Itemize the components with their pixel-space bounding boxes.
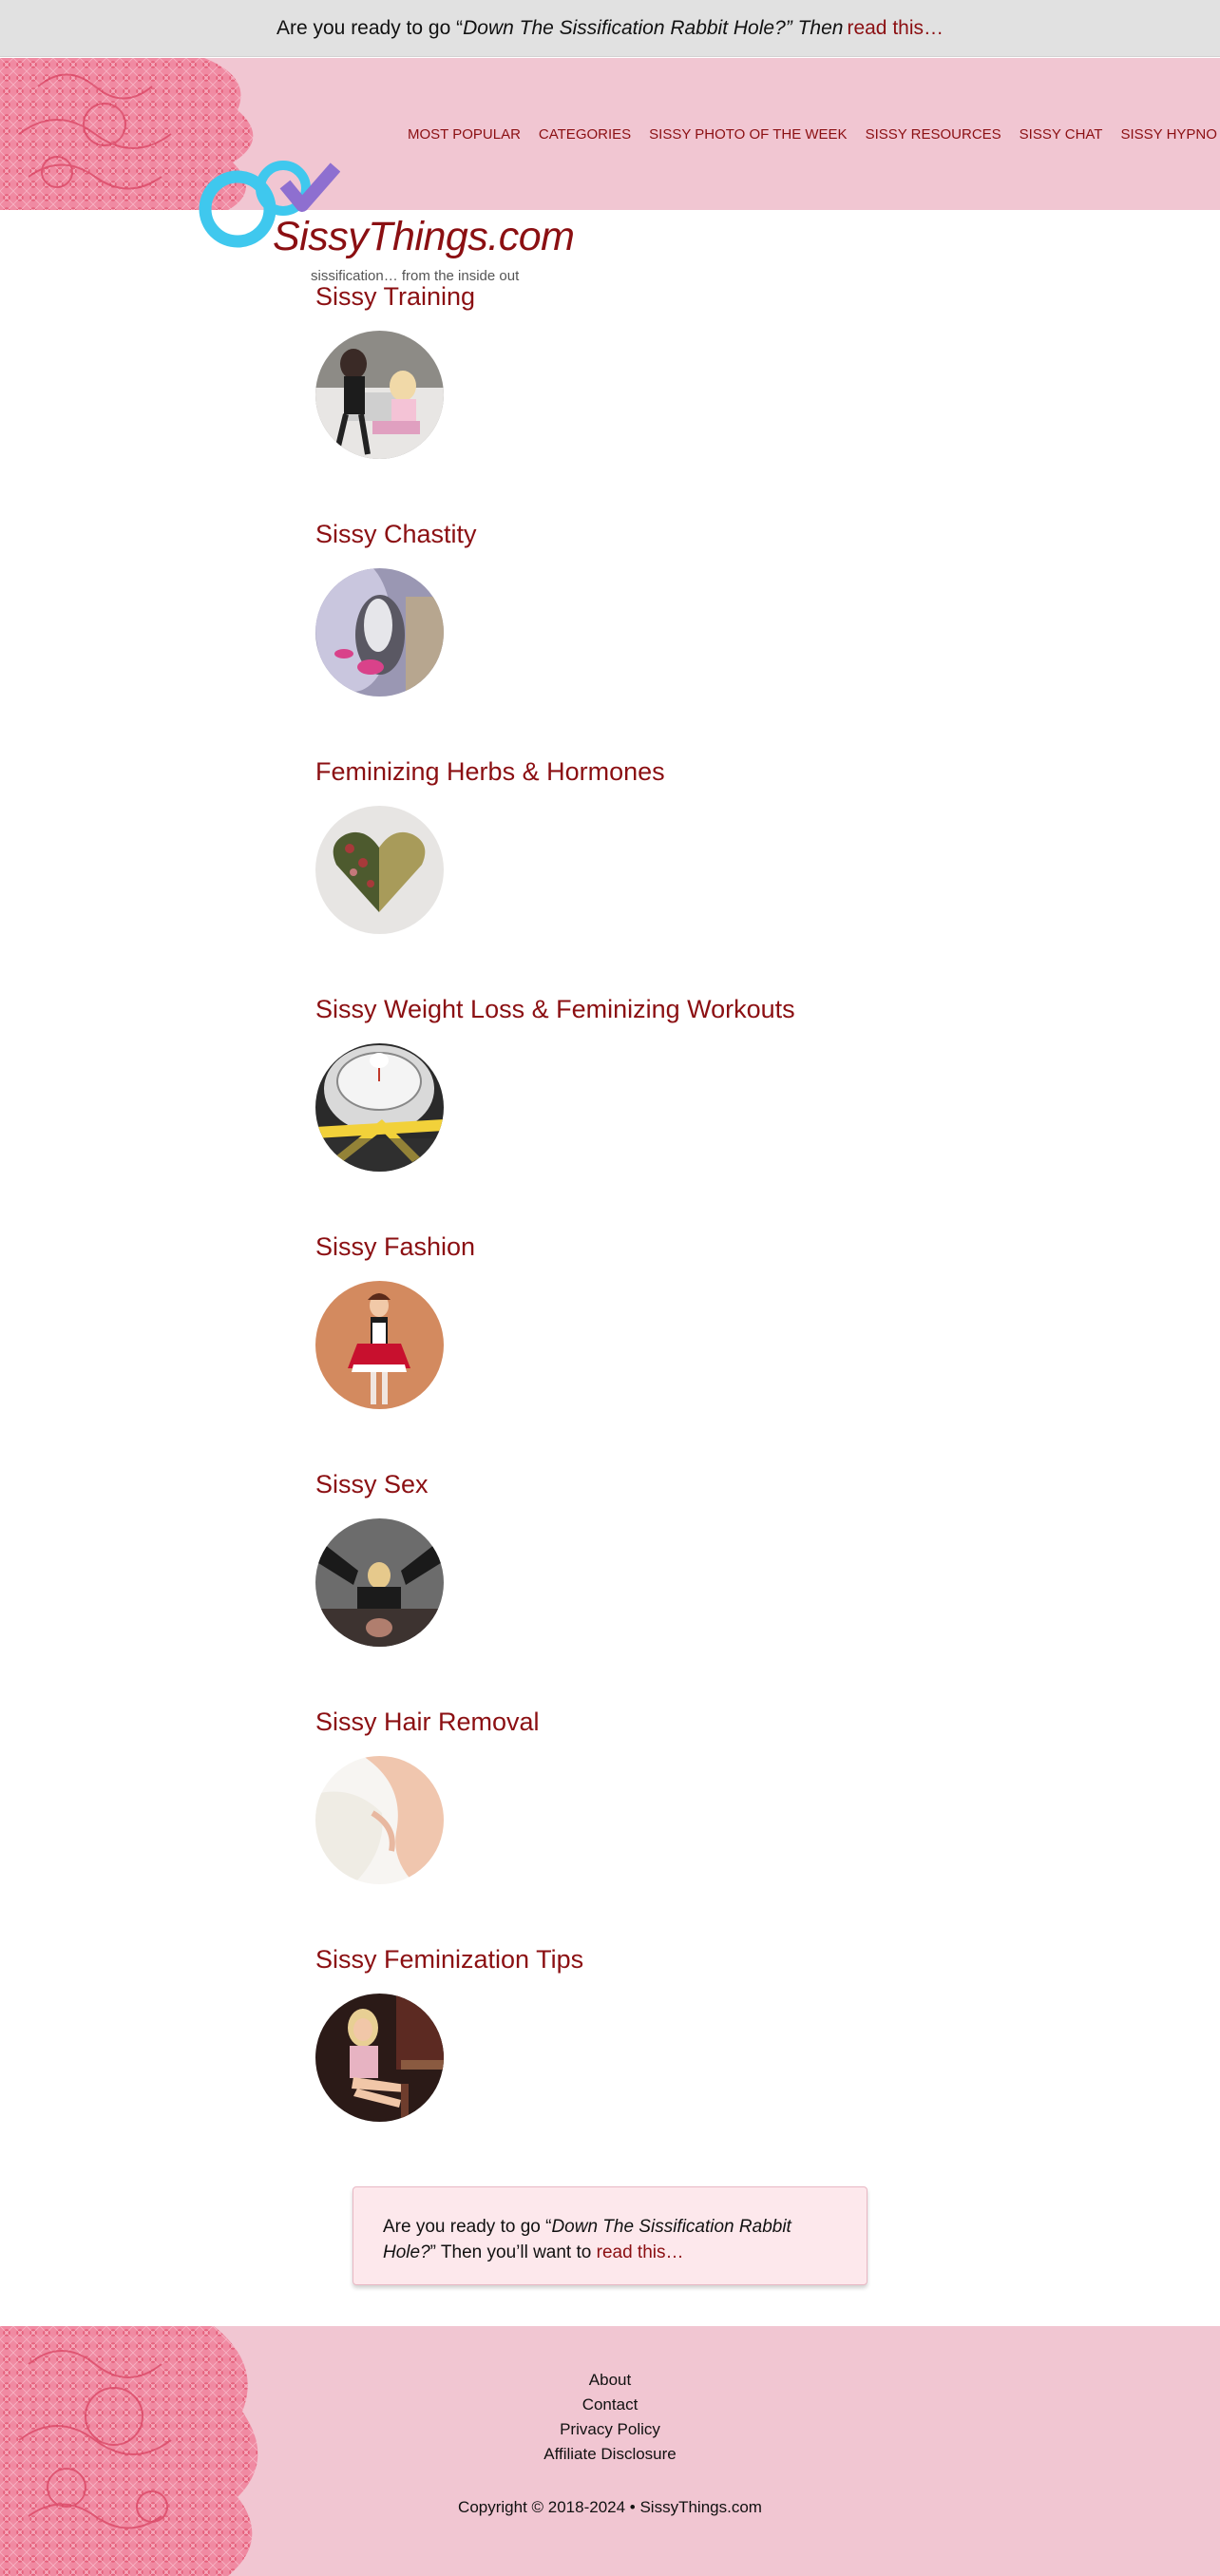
callout-title: Down The Sissification Rabbit Hole? [383, 2217, 791, 2262]
category-thumbnail[interactable] [315, 1518, 444, 1647]
category-thumbnail[interactable] [315, 806, 444, 934]
blonde-woman-photo [315, 1994, 444, 2122]
footer-link-about[interactable]: About [588, 2371, 632, 2389]
category-thumbnail[interactable] [315, 1756, 444, 1884]
category-thumbnail[interactable] [315, 1043, 444, 1172]
site-header [0, 58, 1220, 210]
chastity-device-photo [315, 568, 444, 696]
announcement-title: Down The Sissification Rabbit Hole?” Then [463, 16, 844, 39]
main-nav [408, 126, 1220, 143]
nav-sissy-chat[interactable]: SISSY CHAT [1019, 126, 1103, 143]
nav-sissy-resources[interactable]: SISSY RESOURCES [865, 126, 1001, 143]
category-title[interactable]: Sissy Feminization Tips [315, 1945, 584, 1974]
callout-middle: ” Then you’ll want to [429, 2242, 597, 2262]
announcement-bar [0, 0, 1220, 57]
scale-tape-photo [315, 1043, 444, 1172]
category-title[interactable]: Sissy Training [315, 282, 476, 311]
footer-links [0, 2368, 1220, 2467]
nav-sissy-hypno[interactable]: SISSY HYPNO [1120, 126, 1217, 143]
category-thumbnail[interactable] [315, 1281, 444, 1409]
callout-read-link[interactable]: read this… [596, 2242, 684, 2262]
smooth-skin-photo [315, 1756, 444, 1884]
category-title[interactable]: Sissy Chastity [315, 520, 477, 548]
category-sissy-weight-loss [315, 995, 981, 1024]
category-title[interactable]: Sissy Hair Removal [315, 1708, 540, 1736]
category-title[interactable]: Sissy Sex [315, 1470, 429, 1498]
category-title[interactable]: Sissy Weight Loss & Feminizing Workouts [315, 995, 795, 1023]
category-sissy-training [315, 282, 981, 312]
copyright-text: Copyright © 2018-2024 • SissyThings.com [458, 2498, 762, 2516]
category-thumbnail[interactable] [315, 568, 444, 696]
footer-link-privacy-policy[interactable]: Privacy Policy [560, 2420, 660, 2438]
footer-link-affiliate-disclosure[interactable]: Affiliate Disclosure [543, 2445, 677, 2463]
two-women-photo [315, 331, 444, 459]
category-sissy-hair-removal [315, 1708, 981, 1737]
category-sissy-chastity [315, 520, 981, 549]
rabbit-hole-callout [353, 2186, 867, 2285]
site-tagline: sissification… from the inside out [311, 268, 520, 284]
announcement-prefix: Are you ready to go “ [276, 16, 464, 39]
category-thumbnail[interactable] [315, 1994, 444, 2122]
nav-most-popular[interactable]: MOST POPULAR [408, 126, 521, 143]
footer-link-contact[interactable]: Contact [581, 2395, 639, 2414]
herb-heart-photo [315, 806, 444, 934]
category-thumbnail[interactable] [315, 331, 444, 459]
maid-outfit-photo [315, 1281, 444, 1409]
category-title[interactable]: Sissy Fashion [315, 1232, 476, 1261]
callout-prefix: Are you ready to go “ [383, 2217, 552, 2237]
boots-photo [315, 1518, 444, 1647]
announcement-read-link[interactable]: read this… [847, 16, 944, 39]
category-sissy-fashion [315, 1232, 981, 1262]
site-footer [0, 2326, 1220, 2576]
category-sissy-feminization-tips [315, 1945, 981, 1975]
category-feminizing-herbs-hormones [315, 757, 981, 787]
nav-sissy-photo-of-the-week[interactable]: SISSY PHOTO OF THE WEEK [649, 126, 848, 143]
site-name[interactable]: SissyThings.com [273, 214, 575, 259]
nav-categories[interactable]: CATEGORIES [538, 126, 632, 143]
category-sissy-sex [315, 1470, 981, 1499]
category-title[interactable]: Feminizing Herbs & Hormones [315, 757, 665, 786]
